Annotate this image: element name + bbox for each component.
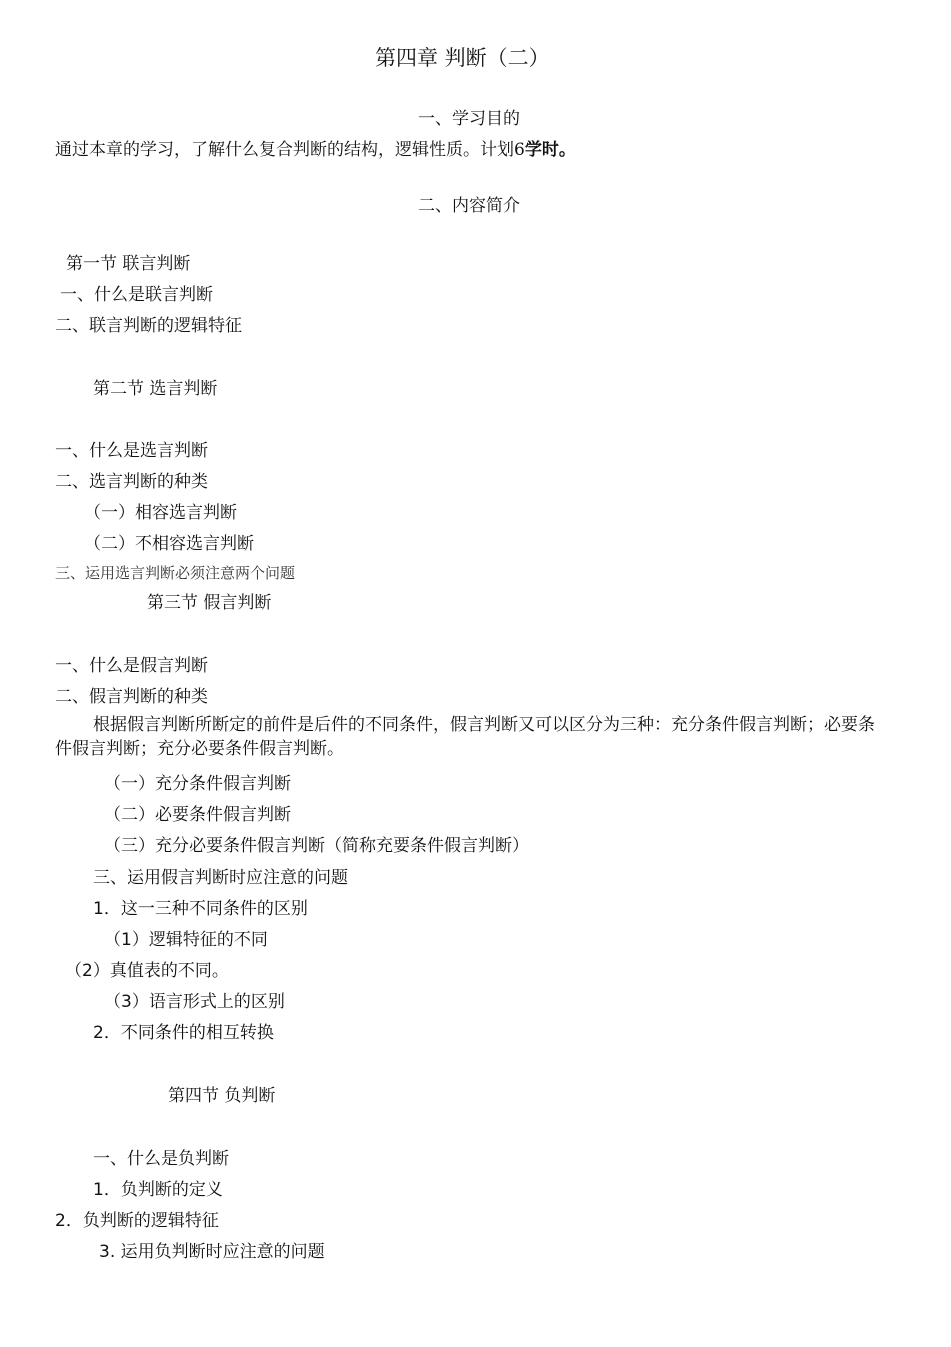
objectives-text-main: 通过本章的学习，了解什么复合判断的结构，逻辑性质。计划6 — [55, 140, 525, 160]
list-item: 二、假言判断的种类 — [55, 687, 208, 707]
section-title-1: 第一节 联言判断 — [66, 254, 191, 274]
list-item: 二、联言判断的逻辑特征 — [55, 316, 242, 336]
section-title-3: 第三节 假言判断 — [147, 593, 272, 613]
list-item: 一、什么是联言判断 — [60, 285, 213, 305]
list-item: （三）充分必要条件假言判断（简称充要条件假言判断） — [104, 836, 529, 856]
section-heading-objectives: 一、学习目的 — [418, 109, 520, 129]
conditional-paragraph: 根据假言判断所断定的前件是后件的不同条件，假言判断又可以区分为三种：充分条件假言判断；必要条件假言判断；充分必要条件假言判断。 — [55, 715, 875, 759]
chapter-title: 第四章 判断（二） — [375, 46, 550, 70]
list-item: （3）语言形式上的区别 — [104, 992, 285, 1012]
list-item: 3. 运用负判断时应注意的问题 — [99, 1242, 325, 1262]
list-item: 三、运用选言判断必须注意两个问题 — [55, 564, 296, 582]
objectives-text — [55, 139, 576, 161]
list-item: 三、运用假言判断时应注意的问题 — [93, 868, 348, 888]
list-item: （1）逻辑特征的不同 — [104, 930, 268, 950]
list-item: 一、什么是选言判断 — [55, 441, 208, 461]
section-title-4: 第四节 负判断 — [168, 1086, 276, 1106]
section-heading-content: 二、内容简介 — [418, 196, 520, 216]
list-item: （2）真值表的不同。 — [65, 961, 229, 981]
list-item: （一）相容选言判断 — [84, 503, 237, 523]
objectives-text-bold: 学时。 — [524, 140, 576, 160]
list-item: 2．负判断的逻辑特征 — [55, 1211, 219, 1231]
list-item: 一、什么是负判断 — [93, 1149, 229, 1169]
list-item: 2．不同条件的相互转换 — [93, 1023, 274, 1043]
list-item: 1．这一三种不同条件的区别 — [93, 899, 308, 919]
list-item: （一）充分条件假言判断 — [104, 774, 291, 794]
list-item: （二）必要条件假言判断 — [104, 805, 291, 825]
list-item: 一、什么是假言判断 — [55, 656, 208, 676]
section-title-2: 第二节 选言判断 — [93, 379, 218, 399]
list-item: （二）不相容选言判断 — [84, 534, 254, 554]
list-item: 二、选言判断的种类 — [55, 472, 208, 492]
list-item: 1．负判断的定义 — [93, 1180, 223, 1200]
